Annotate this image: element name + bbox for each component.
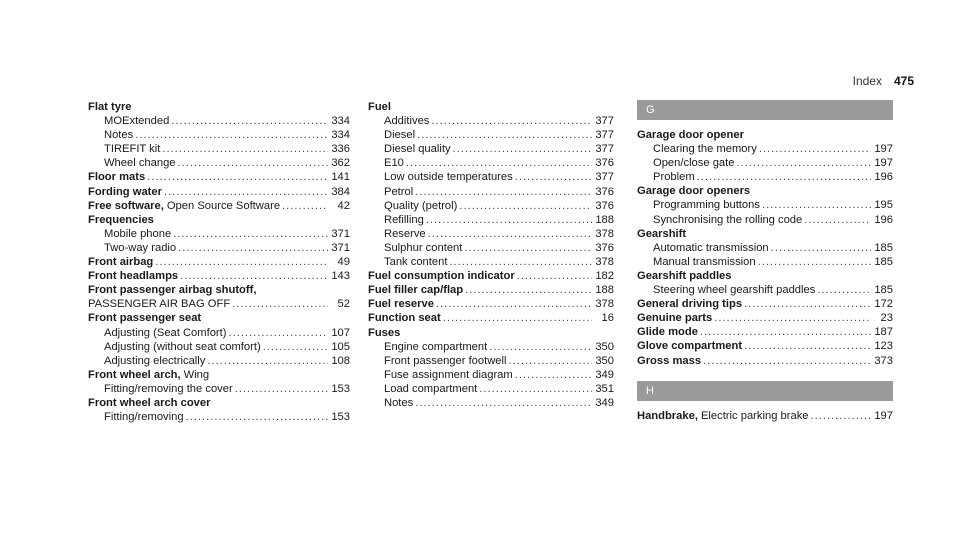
subentry-text: PASSENGER AIR BAG OFF: [88, 298, 231, 311]
page-ref: 153: [331, 382, 350, 395]
subentry-text: Problem: [653, 171, 695, 184]
dot-leader: [697, 170, 871, 184]
dot-leader: [235, 382, 328, 396]
index-entry-glove-compartment: [637, 339, 893, 353]
index-line[interactable]: [88, 269, 350, 283]
index-subentry[interactable]: [368, 170, 614, 184]
page-ref: 197: [874, 409, 893, 422]
dot-leader: [714, 311, 871, 325]
subentry-text: Fitting/removing: [104, 411, 184, 424]
index-entry-gearshift: [637, 227, 893, 269]
page-ref: 373: [874, 354, 893, 367]
dot-leader: [762, 198, 871, 212]
index-term[interactable]: Front passenger airbag shutoff,: [88, 284, 257, 297]
dot-leader: [426, 213, 592, 227]
dot-leader: [465, 283, 592, 297]
index-term: Fording water: [88, 185, 162, 198]
dot-leader: [173, 227, 328, 241]
index-line[interactable]: [637, 339, 893, 353]
index-subentry[interactable]: [88, 128, 350, 142]
index-term[interactable]: Garage door openers: [637, 185, 751, 198]
dot-leader: [736, 156, 871, 170]
index-subentry[interactable]: [368, 199, 614, 213]
page-ref: 16: [601, 312, 614, 325]
index-column-1: [88, 100, 350, 424]
index-subentry[interactable]: [637, 283, 893, 297]
page-ref: 105: [331, 340, 350, 353]
page-ref: 107: [331, 326, 350, 339]
index-column-3: [637, 100, 893, 423]
dot-leader: [229, 326, 329, 340]
index-line[interactable]: [637, 409, 893, 423]
page-ref: 371: [331, 227, 350, 240]
subentry-text: Clearing the memory: [653, 143, 757, 156]
dot-leader: [436, 297, 592, 311]
index-entry-front-wheel-arch: [88, 368, 350, 396]
page-ref: 376: [595, 241, 614, 254]
page-ref: 336: [331, 143, 350, 156]
index-subentry[interactable]: [637, 142, 893, 156]
index-line[interactable]: [637, 311, 893, 325]
page-ref: 350: [595, 340, 614, 353]
page-ref: 371: [331, 241, 350, 254]
dot-leader: [147, 170, 328, 184]
subentry-text: Sulphur content: [384, 241, 463, 254]
index-entry-front-airbag: [88, 255, 350, 269]
dot-leader: [515, 170, 592, 184]
subentry-text: Petrol: [384, 185, 414, 198]
page-ref: 196: [874, 171, 893, 184]
subentry-text: Refilling: [384, 213, 424, 226]
index-line[interactable]: [88, 255, 350, 269]
dot-leader: [282, 199, 328, 213]
index-subentry[interactable]: [368, 382, 614, 396]
index-entry-fuel: [368, 100, 614, 269]
dot-leader: [162, 142, 328, 156]
index-subentry[interactable]: [368, 255, 614, 269]
index-term: Glove compartment: [637, 340, 743, 353]
index-entry-flat-tyre: [88, 100, 350, 170]
dot-leader: [489, 340, 592, 354]
page-ref: 378: [595, 298, 614, 311]
subentry-text: Two-way radio: [104, 241, 177, 254]
index-term[interactable]: Front wheel arch,: [88, 368, 181, 381]
dot-leader: [744, 297, 871, 311]
page-ref: 362: [331, 157, 350, 170]
index-column-2: [368, 100, 614, 410]
page-ref: 377: [595, 129, 614, 142]
dot-leader: [263, 340, 328, 354]
page-ref: 376: [595, 199, 614, 212]
dot-leader: [459, 199, 592, 213]
page-ref: 349: [595, 368, 614, 381]
index-entry-fuel-reserve: [368, 297, 614, 311]
index-term[interactable]: Frequencies: [88, 213, 154, 226]
dot-leader: [703, 354, 871, 368]
subentry-text: Low outside temperatures: [384, 171, 513, 184]
index-subentry[interactable]: [88, 354, 350, 368]
dot-leader: [811, 409, 871, 423]
page-ref: 334: [331, 115, 350, 128]
page-ref: 143: [331, 270, 350, 283]
index-subentry[interactable]: [88, 156, 350, 170]
index-subentry[interactable]: [368, 340, 614, 354]
index-subentry[interactable]: [368, 396, 614, 410]
subentry-text: Open/close gate: [653, 157, 735, 170]
page-ref: 153: [331, 411, 350, 424]
page-ref: 377: [595, 171, 614, 184]
index-subentry[interactable]: [88, 114, 350, 128]
index-entry-free-software: [88, 199, 350, 213]
dot-leader: [207, 354, 328, 368]
index-entry-genuine-parts: [637, 311, 893, 325]
page-ref: 334: [331, 129, 350, 142]
index-term: Fuel filler cap/flap: [368, 284, 464, 297]
index-entry-function-seat: [368, 311, 614, 325]
index-subentry[interactable]: [637, 198, 893, 212]
index-entry-frequencies: [88, 213, 350, 255]
dot-leader: [428, 227, 592, 241]
page-ref: 23: [880, 312, 893, 325]
header-label: Index: [852, 74, 882, 88]
index-entry-front-wheel-arch-cover: [88, 396, 350, 424]
index-subentry[interactable]: [88, 326, 350, 340]
page-ref: 188: [595, 213, 614, 226]
index-entry-gross-mass: [637, 354, 893, 368]
index-term[interactable]: Flat tyre: [88, 101, 132, 113]
index-term[interactable]: Garage door opener: [637, 129, 744, 141]
page-ref: 197: [874, 143, 893, 156]
index-subentry[interactable]: [88, 382, 350, 396]
index-subentry[interactable]: [637, 170, 893, 184]
inline-subterm: Electric parking brake: [700, 409, 809, 422]
page-number: 475: [893, 74, 914, 88]
page-ref: 195: [874, 199, 893, 212]
dot-leader: [771, 241, 871, 255]
section-letter-g: G: [637, 100, 893, 120]
dot-leader: [171, 114, 328, 128]
index-entry-gearshift-paddles: [637, 269, 893, 297]
page-ref: 378: [595, 256, 614, 269]
subentry-text: TIREFIT kit: [104, 143, 161, 156]
page-ref: 172: [874, 298, 893, 311]
page-ref: 377: [595, 115, 614, 128]
index-subentry[interactable]: [88, 142, 350, 156]
subentry-text: Adjusting electrically: [104, 354, 206, 367]
dot-leader: [186, 410, 328, 424]
dot-leader: [417, 128, 592, 142]
subentry-text: Additives: [384, 115, 430, 128]
index-entry-front-passenger-seat: [88, 311, 350, 367]
index-term: Handbrake,: [637, 409, 698, 422]
subentry-text: Synchronising the rolling code: [653, 213, 803, 226]
page-ref: 384: [331, 185, 350, 198]
dot-leader: [479, 382, 592, 396]
page-ref: 42: [337, 199, 350, 212]
index-term[interactable]: Front passenger seat: [88, 312, 202, 325]
subentry-text: Reserve: [384, 227, 426, 240]
subentry-text: Notes: [104, 129, 134, 142]
page-ref: 185: [874, 241, 893, 254]
page-ref: 377: [595, 143, 614, 156]
page-ref: 197: [874, 157, 893, 170]
index-subentry[interactable]: [88, 340, 350, 354]
index-term: Genuine parts: [637, 312, 713, 325]
page-ref: 49: [337, 256, 350, 269]
index-entry-fording-water: [88, 185, 350, 199]
index-line[interactable]: [88, 170, 350, 184]
page-ref: 141: [331, 171, 350, 184]
subentry-text: Fuse assignment diagram: [384, 368, 513, 381]
index-term[interactable]: Fuses: [368, 326, 401, 339]
index-term: Floor mats: [88, 171, 146, 184]
dot-leader: [135, 128, 328, 142]
index-entry-front-headlamps: [88, 269, 350, 283]
dot-leader: [453, 142, 592, 156]
subentry-text: Engine compartment: [384, 340, 488, 353]
page-ref: 52: [337, 298, 350, 311]
dot-leader: [817, 283, 871, 297]
subentry-text: Diesel quality: [384, 143, 451, 156]
page-ref: 188: [595, 284, 614, 297]
index-entry-garage-door-opener: [637, 128, 893, 184]
dot-leader: [406, 156, 592, 170]
index-subentry[interactable]: [637, 255, 893, 269]
dot-leader: [178, 156, 328, 170]
index-subentry[interactable]: [368, 227, 614, 241]
subentry-text: E10: [384, 157, 404, 170]
index-term[interactable]: Fuel: [368, 101, 391, 113]
index-line[interactable]: [88, 199, 350, 213]
index-subentry[interactable]: [368, 354, 614, 368]
index-line[interactable]: [637, 297, 893, 311]
page-ref: 378: [595, 227, 614, 240]
dot-leader: [415, 185, 592, 199]
subentry-text: Load compartment: [384, 382, 478, 395]
page-ref: 376: [595, 185, 614, 198]
inline-subterm: Open Source Software: [166, 199, 281, 212]
index-term: Function seat: [368, 312, 441, 325]
dot-leader: [758, 255, 871, 269]
dot-leader: [517, 269, 592, 283]
index-term: Gross mass: [637, 354, 702, 367]
subentry-text: MOExtended: [104, 115, 170, 128]
index-line[interactable]: [637, 354, 893, 368]
dot-leader: [744, 339, 871, 353]
subentry-text: Front passenger footwell: [384, 354, 507, 367]
index-line[interactable]: [368, 311, 614, 325]
subentry-text: Wheel change: [104, 157, 176, 170]
index-subentry[interactable]: [88, 227, 350, 241]
page-ref: 349: [595, 396, 614, 409]
subentry-text: Notes: [384, 396, 414, 409]
subentry-text: Tank content: [384, 256, 448, 269]
inline-subterm[interactable]: Wing: [183, 368, 210, 381]
index-line[interactable]: [368, 297, 614, 311]
page-ref: 376: [595, 157, 614, 170]
dot-leader: [431, 114, 592, 128]
dot-leader: [443, 311, 592, 325]
subentry-text: Mobile phone: [104, 227, 172, 240]
page-header: [853, 74, 914, 88]
subentry-text: Steering wheel gearshift paddles: [653, 284, 816, 297]
index-entry-general-driving-tips: [637, 297, 893, 311]
page-ref: 351: [595, 382, 614, 395]
dot-leader: [509, 354, 592, 368]
index-subentry[interactable]: [88, 241, 350, 255]
index-term: General driving tips: [637, 298, 743, 311]
index-subentry[interactable]: [368, 142, 614, 156]
index-entry-fuel-filler-cap: [368, 283, 614, 297]
dot-leader: [180, 269, 328, 283]
section-letter-h: H: [637, 381, 893, 401]
dot-leader: [415, 396, 592, 410]
index-term: Front headlamps: [88, 270, 179, 283]
index-entry-fuel-consumption-indicator: [368, 269, 614, 283]
index-term[interactable]: Gearshift: [637, 227, 687, 240]
page-ref: 350: [595, 354, 614, 367]
index-subentry[interactable]: [368, 213, 614, 227]
index-entry-floor-mats: [88, 170, 350, 184]
subentry-text: Adjusting (Seat Comfort): [104, 326, 227, 339]
index-term: Front airbag: [88, 256, 154, 269]
index-term: Free software,: [88, 199, 164, 212]
subentry-text: Manual transmission: [653, 255, 756, 268]
index-line[interactable]: [368, 269, 614, 283]
index-term[interactable]: Front wheel arch cover: [88, 396, 211, 409]
dot-leader: [155, 255, 328, 269]
index-subentry[interactable]: [637, 241, 893, 255]
subentry-text: Programming buttons: [653, 199, 760, 212]
dot-leader: [178, 241, 328, 255]
index-subentry[interactable]: [368, 128, 614, 142]
dot-leader: [700, 325, 871, 339]
page-ref: 196: [874, 213, 893, 226]
index-subentry[interactable]: [88, 410, 350, 424]
index-entry-glide-mode: [637, 325, 893, 339]
index-entry-garage-door-openers: [637, 184, 893, 226]
page-ref: 185: [874, 284, 893, 297]
page-ref: 182: [595, 270, 614, 283]
page-ref: 108: [331, 354, 350, 367]
index-subentry[interactable]: [368, 114, 614, 128]
index-subentry[interactable]: [368, 156, 614, 170]
index-entry-front-passenger-airbag-shutoff: [88, 283, 350, 311]
index-subentry[interactable]: [368, 185, 614, 199]
index-term: Glide mode: [637, 326, 698, 339]
subentry-text: Diesel: [384, 129, 416, 142]
dot-leader: [164, 185, 328, 199]
dot-leader: [515, 368, 592, 382]
index-subentry[interactable]: [637, 213, 893, 227]
index-line[interactable]: [368, 283, 614, 297]
subentry-text: Quality (petrol): [384, 199, 458, 212]
dot-leader: [804, 213, 871, 227]
index-subentry[interactable]: [368, 368, 614, 382]
index-term: Fuel consumption indicator: [368, 270, 515, 283]
dot-leader: [464, 241, 592, 255]
subentry-text: Automatic transmission: [653, 241, 769, 254]
index-entry-handbrake: [637, 409, 893, 423]
index-line[interactable]: [637, 325, 893, 339]
subentry-text: Adjusting (without seat comfort): [104, 340, 261, 353]
dot-leader: [759, 142, 871, 156]
index-term: Fuel reserve: [368, 298, 434, 311]
index-subentry[interactable]: [88, 297, 350, 311]
page-ref: 123: [874, 340, 893, 353]
dot-leader: [449, 255, 592, 269]
index-subentry[interactable]: [368, 241, 614, 255]
index-entry-fuses: [368, 326, 614, 411]
page-ref: 185: [874, 255, 893, 268]
subentry-text: Fitting/removing the cover: [104, 382, 233, 395]
index-subentry[interactable]: [637, 156, 893, 170]
index-line[interactable]: [88, 185, 350, 199]
page-ref: 187: [874, 326, 893, 339]
dot-leader: [232, 297, 328, 311]
index-term[interactable]: Gearshift paddles: [637, 269, 732, 282]
